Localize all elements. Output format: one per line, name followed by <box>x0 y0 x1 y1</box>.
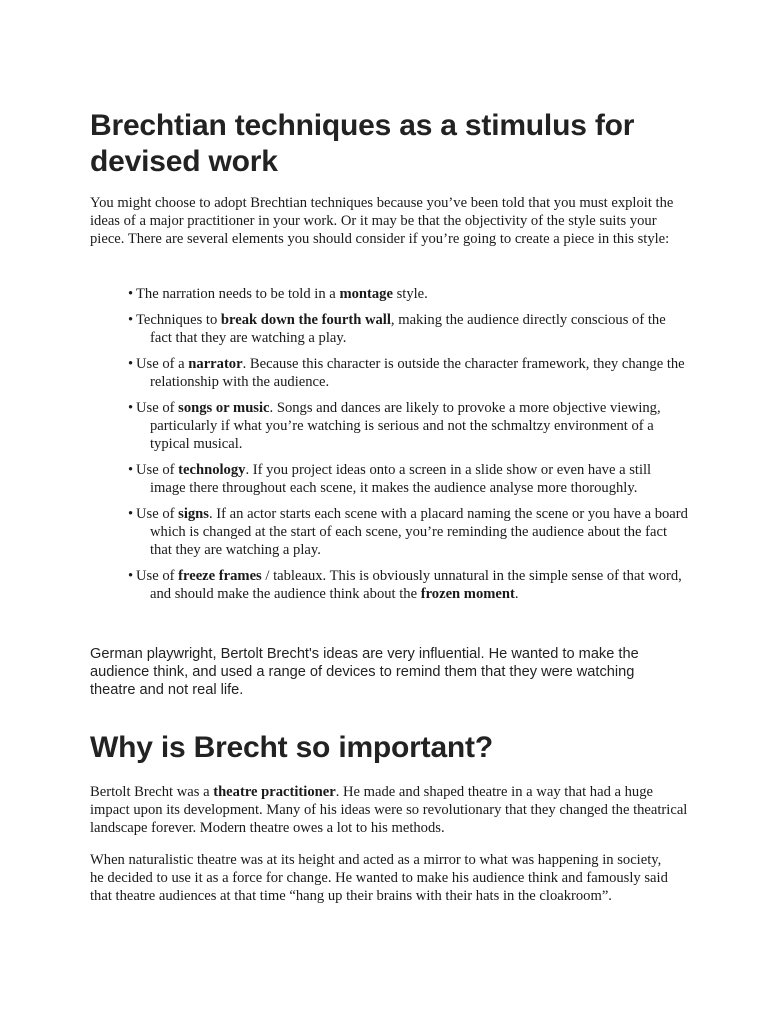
bullet-icon: • <box>128 286 134 302</box>
theatre-practitioner-paragraph: Bertolt Brecht was a theatre practitioner. He made and shaped theatre in a way that had a huge impact upon its development. Many of his ideas were so revolutionary that they changed the theatrical landscape forever. Modern theatre owes a lot to his methods. <box>90 784 688 837</box>
bullet-icon: • <box>128 567 134 584</box>
list-item: • Use of a narrator. Because this character is outside the character framework, they change the relationship with the audience. <box>128 355 685 390</box>
list-item: • Use of technology. If you project ideas onto a screen in a slide show or even have a still image there throughout each scene, it makes the audience analyse more thoroughly. <box>128 461 652 496</box>
list-item: • Use of signs. If an actor starts each scene with a placard naming the scene or you have a board which is changed at the start of each scene, you’re reminding the audience about the fact that they are watching a play. <box>128 505 688 558</box>
section-title-brechtian-techniques: Brechtian techniques as a stimulus for devised work <box>90 109 635 178</box>
bullet-icon: • <box>128 311 134 328</box>
bullet-icon: • <box>128 355 134 372</box>
list-item: • The narration needs to be told in a montage style. <box>128 286 428 302</box>
list-item: • Use of freeze frames / tableaux. This is obviously unnatural in the simple sense of that word, and should make the audience think about the frozen moment. <box>128 567 682 602</box>
bullet-icon: • <box>128 461 134 478</box>
list-item: • Techniques to break down the fourth wall, making the audience directly conscious of the fact that they are watching a play. <box>128 311 666 346</box>
techniques-list <box>128 285 688 611</box>
naturalistic-theatre-paragraph: When naturalistic theatre was at its height and acted as a mirror to what was happening in society, he decided to use it as a force for change. He wanted to make his audience think and famously said that theatre audiences at that time “hang up their brains with their hats in the cloakroom”. <box>90 852 668 905</box>
section-title-why-brecht: Why is Brecht so important? <box>90 731 493 764</box>
german-playwright-paragraph: German playwright, Bertolt Brecht's ideas are very influential. He wanted to make the audience think, and used a range of devices to remind them that they were watching theatre and not real life. <box>90 646 639 698</box>
intro-paragraph: You might choose to adopt Brechtian techniques because you’ve been told that you must exploit the ideas of a major practitioner in your work. Or it may be that the objectivity of the style suits your piece. There are several elements you should consider if you’re going to create a piece in this style: <box>90 195 674 248</box>
list-item: • Use of songs or music. Songs and dances are likely to provoke a more objective viewing, particularly if what you’re watching is serious and not the schmaltzy environment of a typical musical. <box>128 399 661 452</box>
bullet-icon: • <box>128 399 134 416</box>
bullet-icon: • <box>128 505 134 522</box>
